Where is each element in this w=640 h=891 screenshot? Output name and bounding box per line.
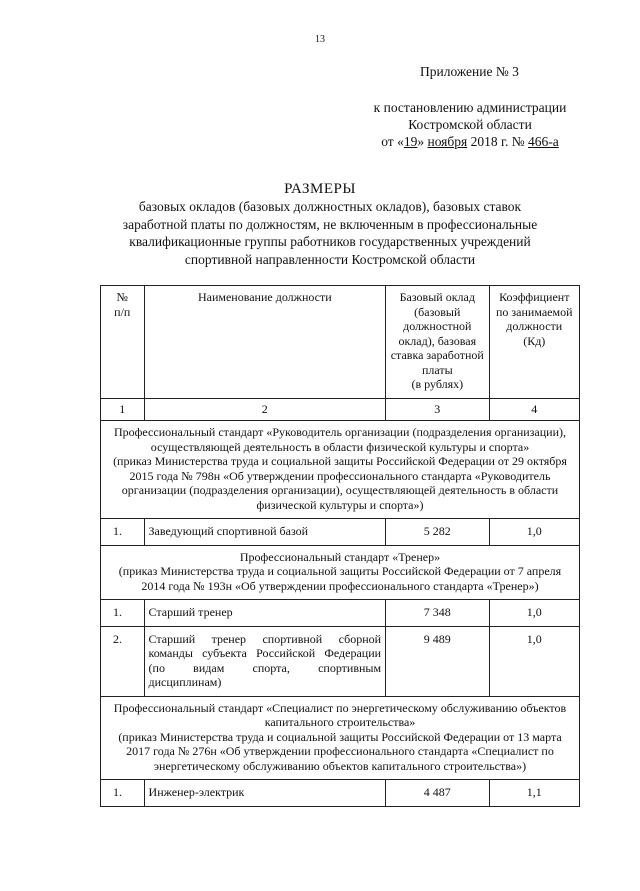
column-number: 1 xyxy=(101,398,145,421)
position-name: Заведующий спортивной базой xyxy=(144,519,386,546)
subtitle-line: заработной платы по должностям, не включенным в профессиональные xyxy=(122,216,538,232)
salary-table xyxy=(100,285,580,807)
decree-line-2: Костромской области xyxy=(408,117,532,132)
column-number: 4 xyxy=(489,398,579,421)
subtitle-line: квалификационные группы работников государственных учреждений xyxy=(129,234,531,249)
decree-date-prefix: от « xyxy=(381,134,404,149)
base-salary: 7 348 xyxy=(386,600,489,627)
standard-row xyxy=(101,696,580,780)
row-number: 1. xyxy=(101,600,145,627)
table-header-row xyxy=(101,286,580,399)
base-salary: 4 487 xyxy=(386,780,489,807)
row-number: 2. xyxy=(101,626,145,696)
decree-date-day: 19 xyxy=(403,134,418,149)
professional-standard: Профессиональный стандарт «Тренер» (приказ Министерства труда и социальной защиты Российской Федерации от 7 апреля 2014 года № 193н «Об утверждении профессионального стандарта «Тренер») xyxy=(101,545,580,600)
decree-date-month: ноября xyxy=(427,134,468,149)
base-salary: 5 282 xyxy=(386,519,489,546)
professional-standard: Профессиональный стандарт «Специалист по энергетическому обслуживанию объектов капитального строительства» (приказ Министерства труда и социальной защиты Российской Федерации от 13 марта 2017 года № 276н «Об утверждении профессионального стандарта «Специалист по энергетическому обслуживанию объектов капитального строительства») xyxy=(101,696,580,780)
page-number: 13 xyxy=(315,34,325,45)
table-row xyxy=(101,519,580,546)
coefficient: 1,0 xyxy=(489,600,579,627)
table-row xyxy=(101,780,580,807)
position-name: Старший тренер спортивной сборной команды субъекта Российской Федерации (по видам спорта, спортивным дисциплинам) xyxy=(144,626,386,696)
column-number: 2 xyxy=(144,398,386,421)
column-numbers-row xyxy=(101,398,580,421)
salary-table-body xyxy=(101,286,580,807)
header-position: Наименование должности xyxy=(144,286,386,399)
subtitle-line: спортивной направленности Костромской области xyxy=(184,251,476,267)
coefficient: 1,1 xyxy=(489,780,579,807)
header-coefficient: Коэффициент по занимаемой должности (Кд) xyxy=(489,286,579,399)
standard-row xyxy=(101,545,580,600)
column-number: 3 xyxy=(386,398,489,421)
standard-row xyxy=(101,421,580,519)
row-number: 1. xyxy=(101,519,145,546)
subtitle-line: базовых окладов (базовых должностных окладов), базовых ставок xyxy=(138,199,522,214)
position-name: Инженер-электрик xyxy=(144,780,386,807)
coefficient: 1,0 xyxy=(489,519,579,546)
document-subtitle xyxy=(110,198,550,268)
decree-date-mid: » xyxy=(417,134,428,149)
row-number: 1. xyxy=(101,780,145,807)
base-salary: 9 489 xyxy=(386,626,489,696)
decree-number: 466-а xyxy=(528,134,559,149)
decree-reference xyxy=(360,99,580,150)
table-row xyxy=(101,600,580,627)
document-title: РАЗМЕРЫ xyxy=(284,181,356,197)
header-number: № п/п xyxy=(101,286,145,399)
position-name: Старший тренер xyxy=(144,600,386,627)
appendix-label: Приложение № 3 xyxy=(420,64,519,79)
header-base-salary: Базовый оклад (базовый должностной оклад), базовая ставка заработной платы (в рублях) xyxy=(386,286,489,399)
coefficient: 1,0 xyxy=(489,626,579,696)
decree-line-1: к постановлению администрации xyxy=(373,100,567,115)
decree-date-year: 2018 г. № xyxy=(467,134,529,149)
decree-date-line xyxy=(360,133,580,150)
table-row xyxy=(101,626,580,696)
professional-standard: Профессиональный стандарт «Руководитель организации (подразделения организации), осуществляющей деятельность в области физической культуры и спорта» (приказ Министерства труда и социальной защиты Российской Федерации от 29 октября 2015 года № 798н «Об утверждении профессионального стандарта «Руководитель организации (подразделения организации), осуществляющей деятельность в области физической культуры и спорта») xyxy=(101,421,580,519)
